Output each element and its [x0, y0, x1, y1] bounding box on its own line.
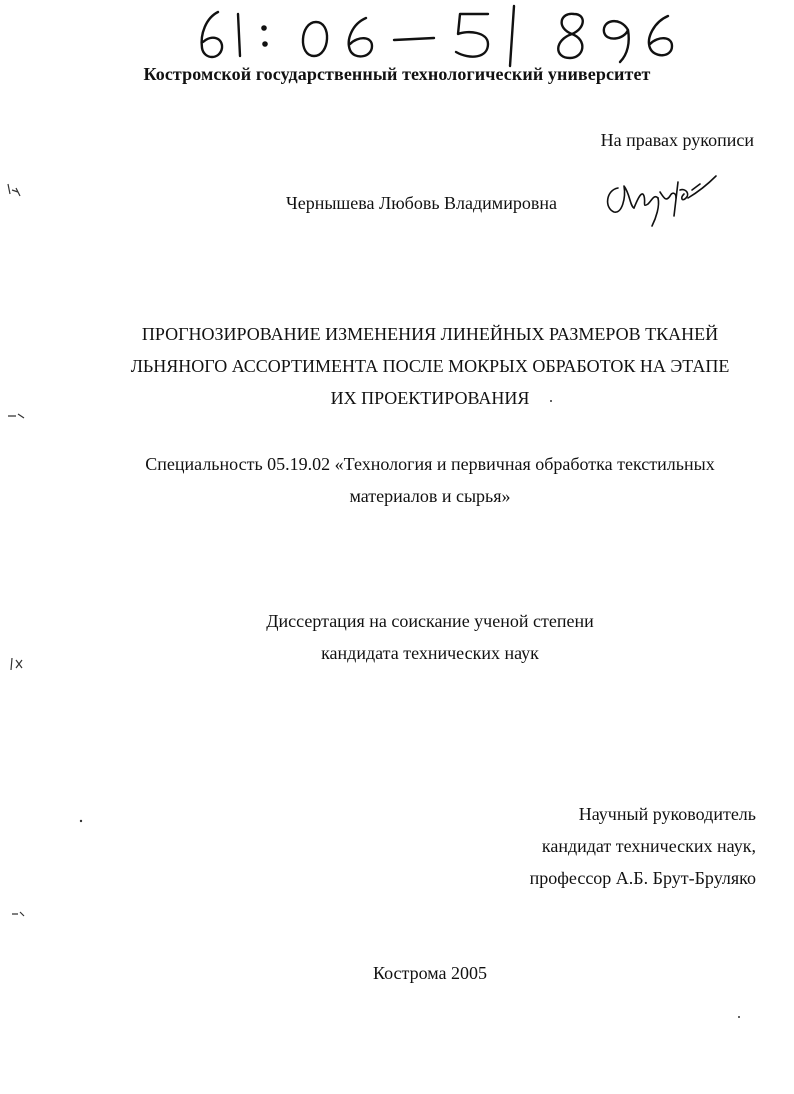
- handwritten-catalogue-number: [188, 0, 688, 72]
- scan-artifact: [78, 818, 84, 824]
- specialty-line: Специальность 05.19.02 «Технология и первичная обработка текстильных: [145, 454, 715, 474]
- title-line: ЛЬНЯНОГО АССОРТИМЕНТА ПОСЛЕ МОКРЫХ ОБРАБОТОК НА ЭТАПЕ: [130, 356, 730, 376]
- university-name: Костромской государственный технологический университет: [143, 64, 651, 84]
- supervisor-line: Научный руководитель: [578, 804, 756, 824]
- scientific-supervisor: [530, 798, 756, 894]
- city-and-year: Кострома 2005: [372, 963, 488, 983]
- title-line: ПРОГНОЗИРОВАНИЕ ИЗМЕНЕНИЯ ЛИНЕЙНЫХ РАЗМЕРОВ ТКАНЕЙ: [141, 324, 719, 344]
- scan-artifact: [548, 398, 554, 404]
- dissertation-title: [60, 318, 794, 414]
- scan-artifact: [8, 656, 28, 674]
- supervisor-line: кандидат технических наук,: [541, 836, 756, 856]
- scan-artifact: [4, 180, 24, 200]
- specialty: [60, 448, 794, 512]
- scan-artifact: [6, 408, 26, 424]
- degree-line: кандидата технических наук: [321, 643, 539, 663]
- degree-statement: [60, 605, 794, 669]
- scan-artifact: [10, 908, 26, 922]
- manuscript-rights-note: На правах рукописи: [600, 130, 754, 150]
- author-name: Чернышева Любовь Владимировна: [286, 193, 557, 213]
- specialty-line: материалов и сырья»: [349, 486, 511, 506]
- author-signature: [600, 168, 720, 230]
- scan-artifact: [736, 1014, 742, 1020]
- title-line: ИХ ПРОЕКТИРОВАНИЯ: [330, 388, 530, 408]
- degree-line: Диссертация на соискание ученой степени: [266, 611, 594, 631]
- supervisor-line: профессор А.Б. Брут-Бруляко: [529, 868, 756, 888]
